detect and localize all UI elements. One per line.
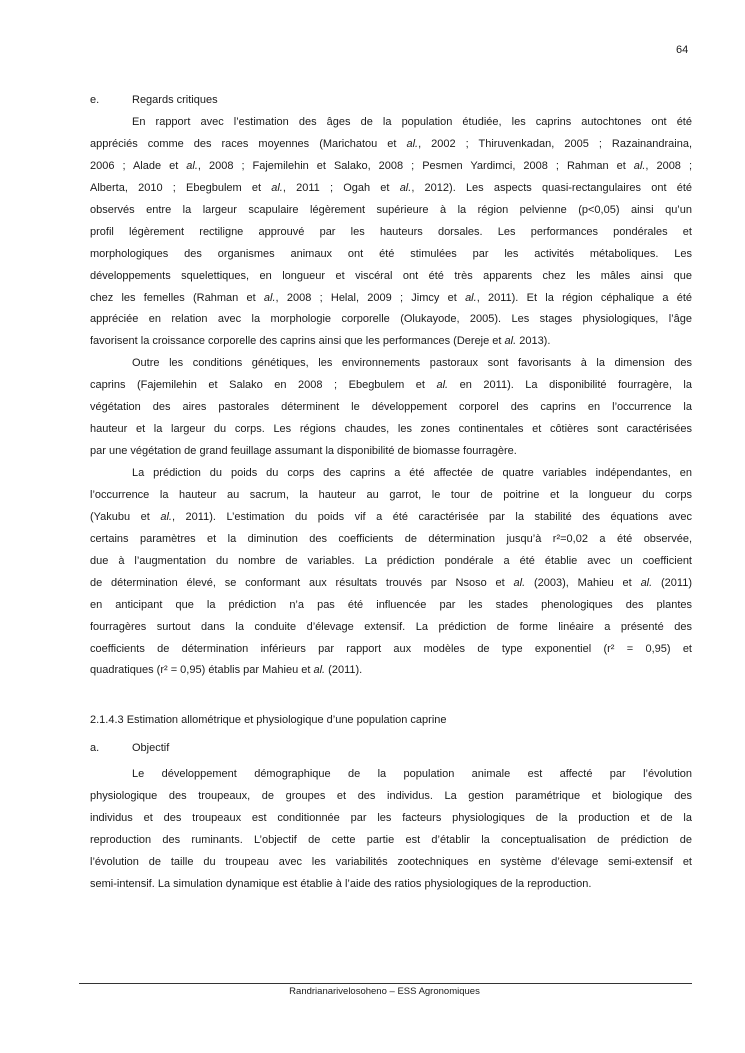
text-line: Outre les conditions génétiques, les environnements pastoraux sont favorisants à la dimension des — [132, 357, 692, 370]
text-line: chez les femelles (Rahman et al., 2008 ; Helal, 2009 ; Jimcy et al., 2011). Et la région céphalique a été — [90, 291, 692, 304]
text-line: hauteur et la largeur du corps. Les régions chaudes, les zones continentales et côtières sont caractérisées — [90, 423, 692, 436]
section-label: a. — [90, 742, 100, 754]
text-line: caprins (Fajemilehin et Salako en 2008 ; Ebegbulem et al. en 2011). La disponibilité fourragère, la — [90, 379, 692, 392]
text-line: développements squelettiques, en longueur et viscéral ont été très apparents chez les mâles ainsi que — [90, 269, 692, 282]
text-line: certains paramètres et la diminution des coefficients de détermination jusqu’à r²=0,02 a été observée, — [90, 532, 692, 545]
text-line: observés entre la largeur scapulaire légèrement supérieure à la région pelvienne (p<0,05) ainsi qu’un — [90, 203, 692, 216]
text-line: l’occurrence la hauteur au sacrum, la hauteur au garrot, le tour de poitrine et la longueur du corps — [90, 488, 692, 501]
text-line: morphologiques des organismes animaux ont été stimulées par les activités métaboliques. Les — [90, 247, 692, 260]
section-heading-e — [90, 92, 218, 108]
text-line: La prédiction du poids du corps des caprins a été affectée de quatre variables indépendantes, en — [132, 467, 692, 479]
paragraph — [90, 353, 692, 463]
section-heading-a — [90, 740, 169, 756]
footer-divider — [79, 983, 692, 984]
text-line: favorisent la croissance corporelle des caprins ainsi que les performances (Dereje et al. 2013). — [90, 335, 551, 348]
text-line: appréciés comme des races moyennes (Marichatou et al., 2002 ; Thiruvenkadan, 2005 ; Razainandraina, — [90, 137, 692, 150]
text-line: appréciée en relation avec la morphologie corporelle (Olukayode, 2005). Les stages physiologiques, l’âge — [90, 313, 692, 326]
page-number: 64 — [676, 44, 689, 56]
section-title: Objectif — [132, 742, 170, 754]
text-line: coefficients de détermination inférieurs par rapport aux modèles de type exponentiel (r² = 0,95) et — [90, 642, 692, 655]
text-line: semi-intensif. La simulation dynamique est établie à l’aide des ratios physiologiques de la reproduction. — [90, 877, 592, 890]
text-line: végétation des aires pastorales déterminent le développement corporel des caprins en l’occurrence la — [90, 401, 692, 414]
text-line: quadratiques (r² = 0,95) établis par Mahieu et al. (2011). — [90, 664, 363, 677]
text-line: par une végétation de grand feuillage assumant la disponibilité de biomasse fourragère. — [90, 445, 517, 458]
section-e-body — [90, 112, 692, 682]
text-line: fourragères surtout dans la conduite d’élevage extensif. La prédiction de forme linéaire a présenté des — [90, 620, 692, 633]
text-line: (Yakubu et al., 2011). L’estimation du poids vif a été caractérisée par la stabilité des équations avec — [90, 510, 692, 523]
section-title: Regards critiques — [132, 94, 218, 106]
text-line: de détermination élevé, se conformant aux résultats trouvés par Nsoso et al. (2003), Mahieu et al. (2011) — [90, 576, 692, 589]
text-line: En rapport avec l’estimation des âges de la population étudiée, les caprins autochtones ont été — [132, 116, 692, 128]
text-line: reproduction des ruminants. L’objectif de cette partie est d’établir la conceptualisation de prédiction de — [90, 833, 692, 846]
section-a-body — [90, 764, 692, 896]
text-line: Alberta, 2010 ; Ebegbulem et al., 2011 ; Ogah et al., 2012). Les aspects quasi-rectangulaires ont été — [90, 181, 692, 194]
paragraph — [90, 112, 692, 353]
paragraph — [90, 463, 692, 682]
text-line: 2006 ; Alade et al., 2008 ; Fajemilehin et Salako, 2008 ; Pesmen Yardimci, 2008 ; Rahman et al., 2008 ; — [90, 159, 692, 172]
text-line: physiologique des troupeaux, de groupes et des individus. La gestion paramétrique et biologique des — [90, 789, 692, 802]
text-line: due à l’augmentation du nombre de variables. La prédiction pondérale a été établie avec un coefficient — [90, 554, 692, 567]
section-label: e. — [90, 94, 100, 106]
text-line: l’évolution de taille du troupeau avec les variabilités zootechniques en système d’élevage semi-extensif et — [90, 855, 692, 868]
subsection-heading: 2.1.4.3 Estimation allométrique et physiologique d’une population caprine — [90, 714, 447, 726]
text-line: profil légèrement rectiligne approuvé par les hauteurs dorsales. Les performances pondérales et — [90, 225, 692, 238]
text-line: en anticipant que la prédiction n’a pas été influencée par les stades phenologiques des plantes — [90, 598, 692, 611]
text-line: Le développement démographique de la population animale est affecté par l’évolution — [132, 768, 692, 780]
paragraph — [90, 764, 692, 896]
footer-text: Randrianarivelosoheno – ESS Agronomiques — [289, 986, 480, 997]
text-line: individus et des troupeaux est conditionnée par les facteurs physiologiques de la production et de la — [90, 811, 692, 824]
